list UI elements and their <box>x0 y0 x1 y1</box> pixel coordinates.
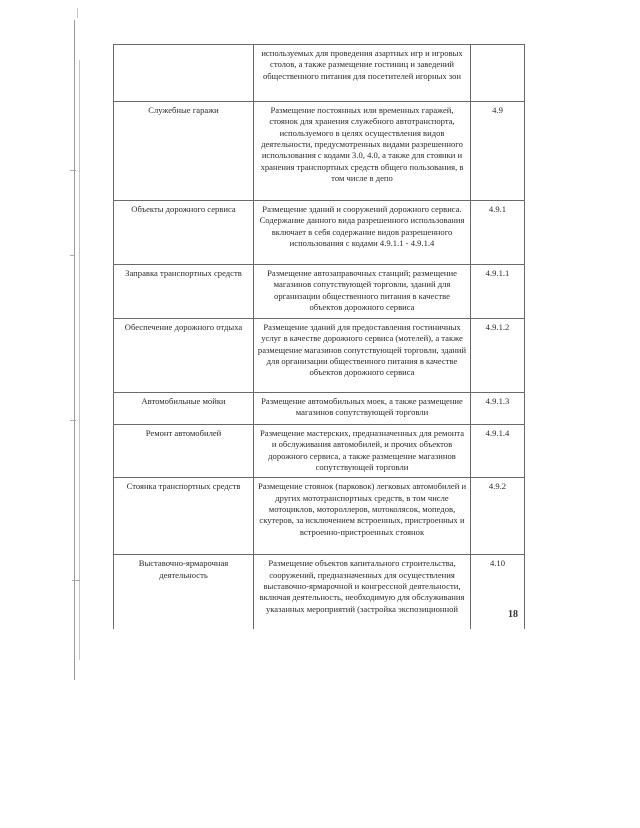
use-type-description: Размещение постоянных или временных гаражей, стоянок для хранения служебного автотранспорта, используемого в целях осуществления видов деятельности, предусмотренных видами разрешенного использования с кодами 3.0, 4.0, а также для стоянки и хранения транспортных средств общего пользования, в том числе в депо <box>254 102 471 201</box>
table-row <box>114 265 525 319</box>
use-type-code: 4.9.1 <box>471 201 525 265</box>
use-type-code: 4.9.1.4 <box>471 425 525 478</box>
scan-mark <box>77 8 78 18</box>
use-type-description: Размещение зданий и сооружений дорожного сервиса. Содержание данного вида разрешенного использования включает в себя содержание видов разрешенного использования с кодами 4.9.1.1 - 4.9.1.4 <box>254 201 471 265</box>
use-type-name: Ремонт автомобилей <box>114 425 254 478</box>
use-type-code: 4.9.1.3 <box>471 393 525 425</box>
use-type-description: Размещение зданий для предоставления гостиничных услуг в качестве дорожного сервиса (мотелей), а также размещение магазинов сопутствующей торговли, зданий для организации общественного питания в качестве объектов дорожного сервиса <box>254 319 471 393</box>
use-type-code: 4.9.2 <box>471 478 525 555</box>
binding-edge-line <box>79 60 80 660</box>
use-type-name: Выставочно-ярмарочная деятельность <box>114 555 254 629</box>
use-type-description: Размещение объектов капитального строительства, сооружений, предназначенных для осуществления выставочно-ярмарочной и конгрессной деятельности, включая деятельность, необходимую для обслуживания указанных мероприятий (застройка экспозиционной <box>254 555 471 629</box>
table-row <box>114 319 525 393</box>
table-row <box>114 555 525 629</box>
use-type-description: Размещение автомобильных моек, а также размещение магазинов сопутствующей торговли <box>254 393 471 425</box>
use-type-name: Автомобильные мойки <box>114 393 254 425</box>
use-type-name <box>114 45 254 102</box>
use-type-name: Заправка транспортных средств <box>114 265 254 319</box>
use-type-description: используемых для проведения азартных игр и игровых столов, а также размещение гостиниц и заведений общественного питания для посетителей игорных зон <box>254 45 471 102</box>
use-type-code <box>471 45 525 102</box>
table-row <box>114 102 525 201</box>
use-type-name: Стоянка транспортных средств <box>114 478 254 555</box>
use-type-code: 4.10 <box>471 555 525 629</box>
table-row <box>114 425 525 478</box>
use-type-name: Служебные гаражи <box>114 102 254 201</box>
table-row <box>114 201 525 265</box>
use-type-description: Размещение автозаправочных станций; размещение магазинов сопутствующей торговли, зданий для организации общественного питания в качестве объектов дорожного сервиса <box>254 265 471 319</box>
binding-edge-strip <box>70 20 84 680</box>
binding-tick <box>70 170 76 171</box>
use-type-name: Обеспечение дорожного отдыха <box>114 319 254 393</box>
page-number: 18 <box>508 609 518 620</box>
use-type-code: 4.9 <box>471 102 525 201</box>
table-row <box>114 393 525 425</box>
use-type-code: 4.9.1.2 <box>471 319 525 393</box>
binding-tick <box>72 580 80 581</box>
binding-tick <box>70 255 75 256</box>
use-type-name: Объекты дорожного сервиса <box>114 201 254 265</box>
binding-edge-line <box>74 20 75 680</box>
table-row <box>114 45 525 102</box>
table-row <box>114 478 525 555</box>
binding-tick <box>70 420 76 421</box>
use-type-code: 4.9.1.1 <box>471 265 525 319</box>
use-type-description: Размещение стоянок (парковок) легковых автомобилей и других мототранспортных средств, в том числе мотоциклов, мотороллеров, мотоколясок, мопедов, скутеров, за исключением встроенных, пристроенных и встроенно-пристроенных стоянок <box>254 478 471 555</box>
land-use-table <box>113 44 525 629</box>
use-type-description: Размещение мастерских, предназначенных для ремонта и обслуживания автомобилей, и прочих объектов дорожного сервиса, а также размещение магазинов сопутствующей торговли <box>254 425 471 478</box>
